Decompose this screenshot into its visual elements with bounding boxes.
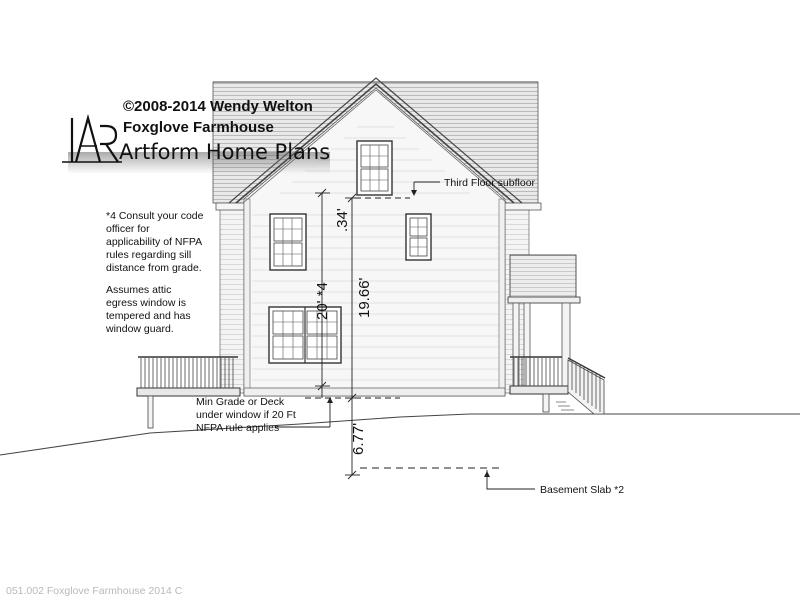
attic-note-line: window guard. <box>106 323 174 335</box>
copyright-text: ©2008-2014 Wendy Welton <box>123 98 313 115</box>
brand-name: Artform Home Plans <box>119 140 331 164</box>
consult-note-line: rules regarding sill <box>106 249 192 261</box>
footer-caption: 051.002 Foxglove Farmhouse 2014 C <box>6 585 183 597</box>
attic-note <box>105 284 191 335</box>
consult-note-line: officer for <box>106 223 150 235</box>
min-grade-note-line: Min Grade or Deck <box>196 396 285 408</box>
attic-note-line: Assumes attic <box>106 284 172 296</box>
plan-name-text: Foxglove Farmhouse <box>123 119 274 136</box>
min-grade-note <box>196 396 296 434</box>
attic-note-line: tempered and has <box>106 310 191 322</box>
consult-note-line: *4 Consult your code <box>106 210 204 222</box>
min-grade-note-line: under window if 20 Ft <box>196 409 296 421</box>
third-floor-label: Third Floor subfloor <box>444 177 536 189</box>
attic-note-line: egress window is <box>106 297 186 309</box>
consult-note-line: distance from grade. <box>106 262 202 274</box>
dim-height: 19.66' <box>356 277 373 318</box>
dim-sill-rule: 20' *4 <box>314 282 331 320</box>
dim-depth: 6.77' <box>350 422 367 455</box>
second-floor-window-right <box>406 214 431 260</box>
basement-slab-label: Basement Slab *2 <box>540 484 625 496</box>
dim-sill-upper: .34' <box>334 208 351 232</box>
grade-line <box>0 414 800 455</box>
consult-note <box>106 210 204 274</box>
consult-note-line: applicability of NFPA <box>106 236 203 248</box>
min-grade-note-line: NFPA rule applies <box>196 422 280 434</box>
second-floor-window-left <box>270 214 306 270</box>
left-wing <box>216 203 246 393</box>
attic-window <box>357 141 392 195</box>
